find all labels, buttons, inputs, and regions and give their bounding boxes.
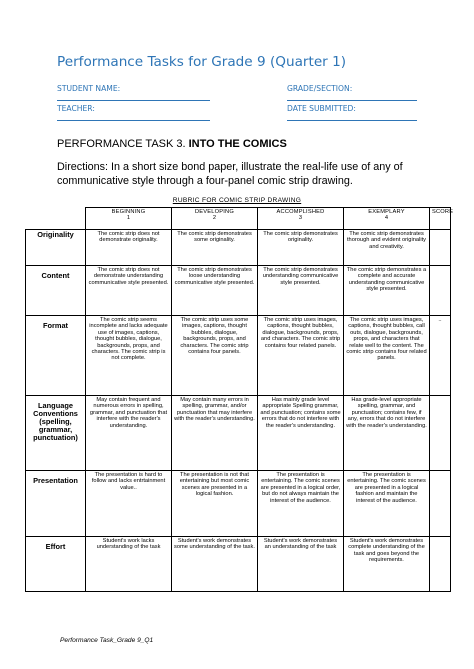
rubric-table xyxy=(25,207,454,592)
score-cell xyxy=(430,266,451,316)
column-header-score: SCORE xyxy=(430,208,451,230)
criterion-originality: Originality xyxy=(26,230,86,266)
rubric-cell: The presentation is hard to follow and lacks entrtainment value.. xyxy=(86,471,172,537)
rubric-cell: The comic strip demonstrates loose understanding communicative style presented. xyxy=(172,266,258,316)
criterion-presentation: Presentation xyxy=(26,471,86,537)
rubric-cell: May contain frequent and numerous errors in spelling, grammar, and punctuation that interfere with the reader's understanding. xyxy=(86,396,172,471)
rubric-cell: Student's work demonstrates some understanding of the task. xyxy=(172,537,258,592)
rubric-cell: The comic strip demonstrates originality. xyxy=(258,230,344,266)
task-name: INTO THE COMICS xyxy=(188,138,287,150)
rubric-corner-cell xyxy=(26,208,86,230)
rubric-cell: The comic strip uses some images, captions, thought bubbles, dialogue, backgrounds, props, and characters. The comic strip contains four panels. xyxy=(172,316,258,396)
rubric-cell: The comic strip demonstrates thorough and evident originality and creativity. xyxy=(344,230,430,266)
score-cell xyxy=(430,471,451,537)
rubric-cell: The presentation is entertaining. The comic scenes are presented in a logical order, but do not always maintain the interest of the audience. xyxy=(258,471,344,537)
page-footer: Performance Task_Grade 9_Q1 xyxy=(60,637,154,644)
rubric-cell: The comic strip does not demonstrate originality. xyxy=(86,230,172,266)
criterion-format: Format xyxy=(26,316,86,396)
rubric-row-effort xyxy=(26,537,451,592)
task-prefix: PERFORMANCE TASK 3. xyxy=(57,138,189,150)
page-title: Performance Tasks for Grade 9 (Quarter 1) xyxy=(57,54,347,70)
column-header-beginning: BEGINNING 1 xyxy=(86,208,172,230)
rubric-row-language-conventions xyxy=(26,396,451,471)
rubric-cell: The presentation is not that entertaining but most comic scenes are presented in a logical fashion. xyxy=(172,471,258,537)
rubric-cell: The comic strip demonstrates understanding communicative style presented. xyxy=(258,266,344,316)
rubric-cell: Has grade-level appropriate spelling, grammar, and punctuation; contains few, if any, errors that do not interfere with the reader's understanding. xyxy=(344,396,430,471)
rubric-header-row xyxy=(26,208,451,230)
rubric-cell: The comic strip does not demonstrate understanding communicative style presented. xyxy=(86,266,172,316)
student-name-blank xyxy=(57,100,210,101)
date-submitted-blank xyxy=(287,120,417,121)
rubric-cell: The comic strip seems incomplete and lacks adequate use of images, captions, thought bubbles, dialogue, backgrounds, props, and characters. The comic strip is not complete. xyxy=(86,316,172,396)
rubric-cell: The comic strip demonstrates a complete and accurate understanding communicative style presented. xyxy=(344,266,430,316)
rubric-cell: The comic strip uses images, captions, thought bubbles, dialogue, backgrounds, props, and characters. The comic strip contains four related panels. xyxy=(258,316,344,396)
rubric-row-originality xyxy=(26,230,451,266)
rubric-title: RUBRIC FOR COMIC STRIP DRAWING xyxy=(172,197,302,204)
score-cell xyxy=(430,230,451,266)
rubric-cell: Student's work demonstrates an understanding of the task xyxy=(258,537,344,592)
date-submitted-label: DATE SUBMITTED: xyxy=(287,104,356,113)
rubric-cell: The comic strip uses images, captions, thought bubbles, call outs, dialogue, backgrounds, props, and characters that relate well to the content. The comic strip contains four related panels. xyxy=(344,316,430,396)
column-header-developing: DEVELOPING 2 xyxy=(172,208,258,230)
rubric-cell: Has mainly grade level appropriate Spelling grammar, and punctuation; contains some errors that do not interfere with the reader's understanding. xyxy=(258,396,344,471)
score-cell: .. xyxy=(430,316,451,396)
teacher-label: TEACHER: xyxy=(57,104,95,113)
criterion-content: Content xyxy=(26,266,86,316)
column-header-accomplished: ACCOMPLISHED 3 xyxy=(258,208,344,230)
task-heading xyxy=(57,138,287,150)
rubric-cell: Student's work lacks understanding of the task xyxy=(86,537,172,592)
criterion-language-conventions: Language Conventions (spelling, grammar, punctuation) xyxy=(26,396,86,471)
column-header-exemplary: EXEMPLARY 4 xyxy=(344,208,430,230)
score-cell xyxy=(430,537,451,592)
rubric-row-content xyxy=(26,266,451,316)
grade-section-blank xyxy=(287,100,417,101)
teacher-blank xyxy=(57,120,210,121)
rubric-cell: May contain many errors in spelling, grammar, and/or punctuation that may interfere with the reader's understanding. xyxy=(172,396,258,471)
rubric-row-format xyxy=(26,316,451,396)
rubric-cell: The comic strip demonstrates some originality. xyxy=(172,230,258,266)
rubric-cell: Student's work demonstrates complete understanding of the task and goes beyond the requirements. xyxy=(344,537,430,592)
student-name-label: STUDENT NAME: xyxy=(57,84,121,93)
rubric-row-presentation xyxy=(26,471,451,537)
student-info-fields xyxy=(57,84,417,126)
score-cell xyxy=(430,396,451,471)
criterion-effort: Effort xyxy=(26,537,86,592)
grade-section-label: GRADE/SECTION: xyxy=(287,84,353,93)
rubric-cell: The presentation is entertaining. The comic scenes are presented in a logical fashion and maintain the interest of the audience. xyxy=(344,471,430,537)
directions-text: Directions: In a short size bond paper, illustrate the real-life use of any of communicative style through a four-panel comic strip drawing. xyxy=(57,161,403,187)
